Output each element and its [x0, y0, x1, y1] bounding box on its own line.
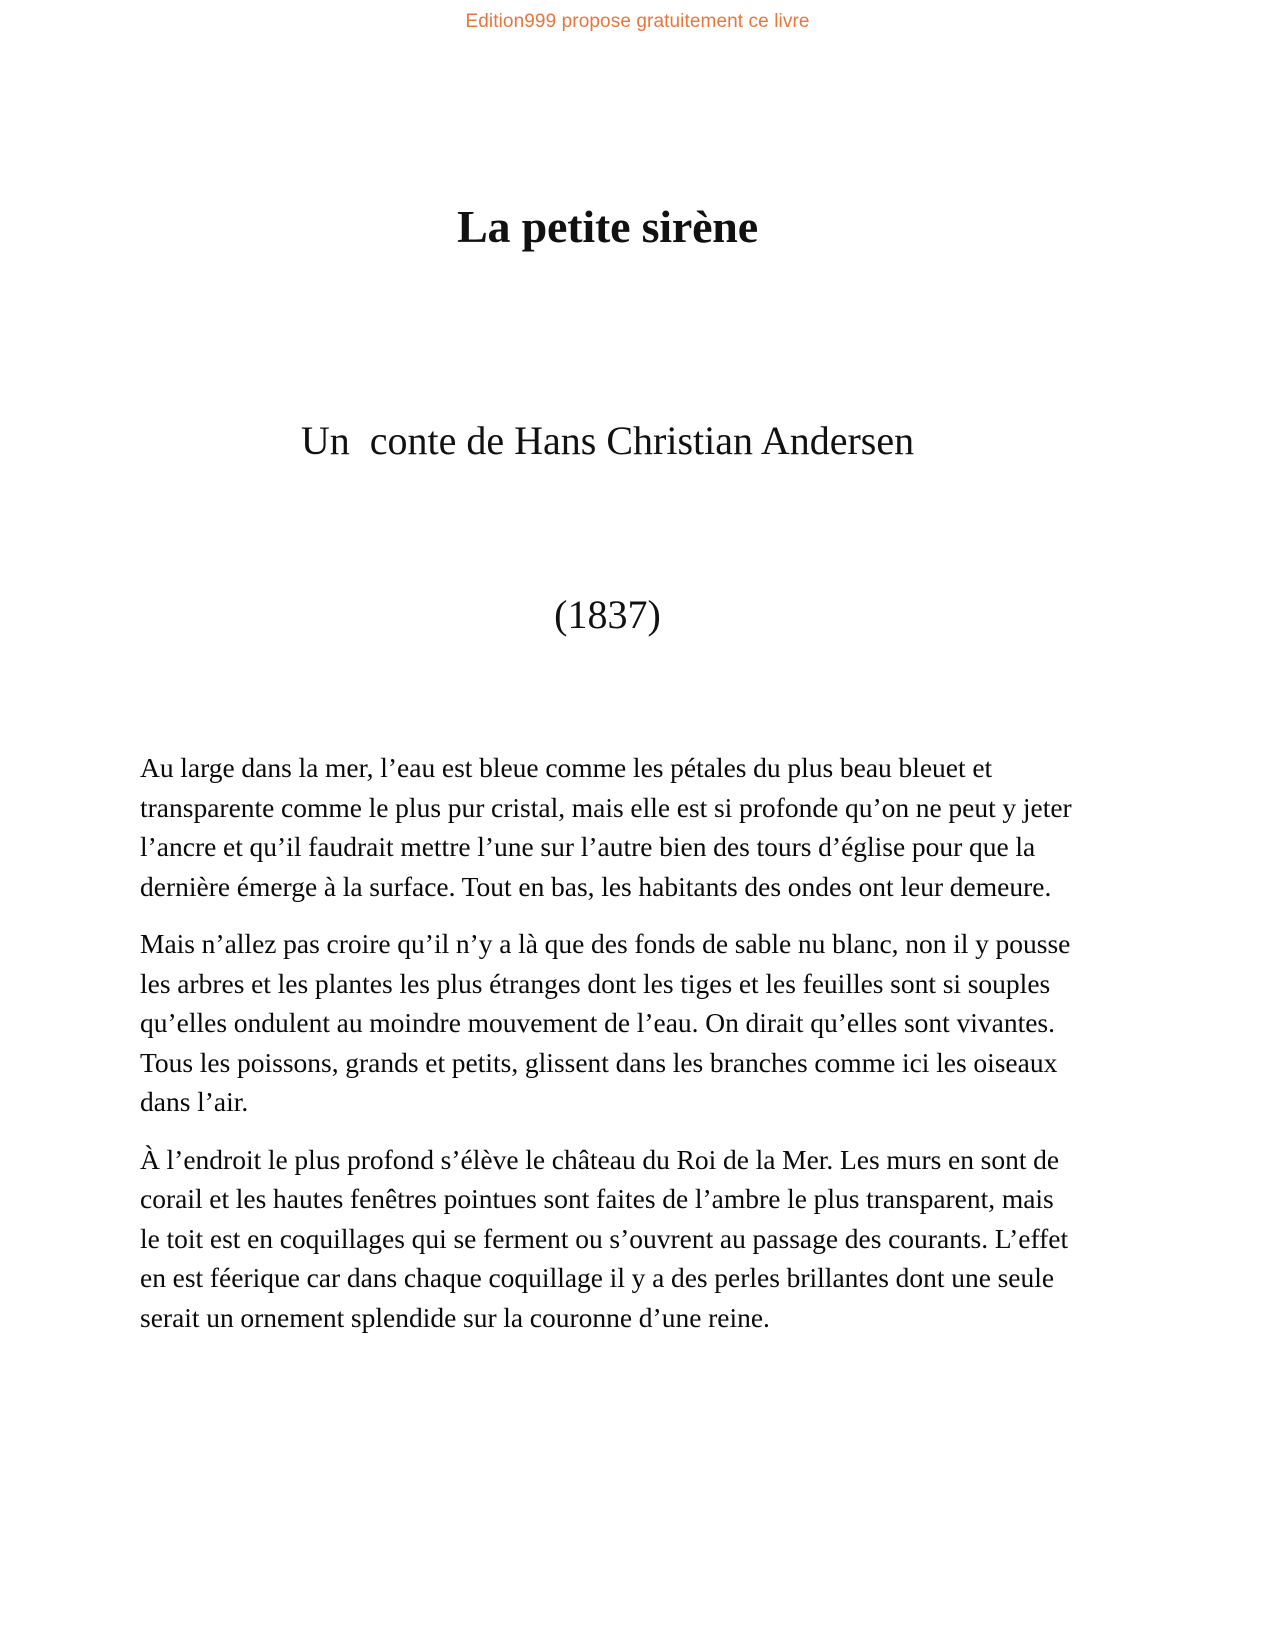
paragraph: Au large dans la mer, l’eau est bleue comme les pétales du plus beau bleuet et transparente comme le plus pur cristal, mais elle est si profonde qu’on ne peut y jeter l’ancre et qu’il faudrait mettre l’une sur l’autre bien des tours d’église pour que la dernière émerge à la surface. Tout en bas, les habitants des ondes ont leur demeure. — [140, 752, 1072, 902]
paragraph: Mais n’allez pas croire qu’il n’y a là que des fonds de sable nu blanc, non il y pousse les arbres et les plantes les plus étranges dont les tiges et les feuilles sont si souples qu’elles ondulent au moindre mouvement de l’eau. On dirait qu’elles sont vivantes. Tous les poissons, grands et petits, glissent dans les branches comme ici les oiseaux dans l’air. — [140, 928, 1071, 1117]
paragraph: À l’endroit le plus profond s’élève le château du Roi de la Mer. Les murs en sont de corail et les hautes fenêtres pointues sont faites de l’ambre le plus transparent, mais le toit est en coquillages qui se ferment ou s’ouvrent au passage des courants. L’effet en est féerique car dans chaque coquillage il y a des perles brillantes dont une seule serait un ornement splendide sur la couronne d’une reine. — [140, 1143, 1069, 1333]
subtitle-year-line: (1837) — [554, 592, 661, 637]
title-block — [140, 196, 1075, 760]
page-subtitle — [140, 258, 1075, 760]
page-title: La petite sirène — [457, 201, 758, 252]
subtitle-author-line: Un conte de Hans Christian Andersen — [300, 418, 915, 463]
running-header: Edition999 propose gratuitement ce livre — [465, 11, 810, 32]
body-text — [140, 748, 1077, 1337]
